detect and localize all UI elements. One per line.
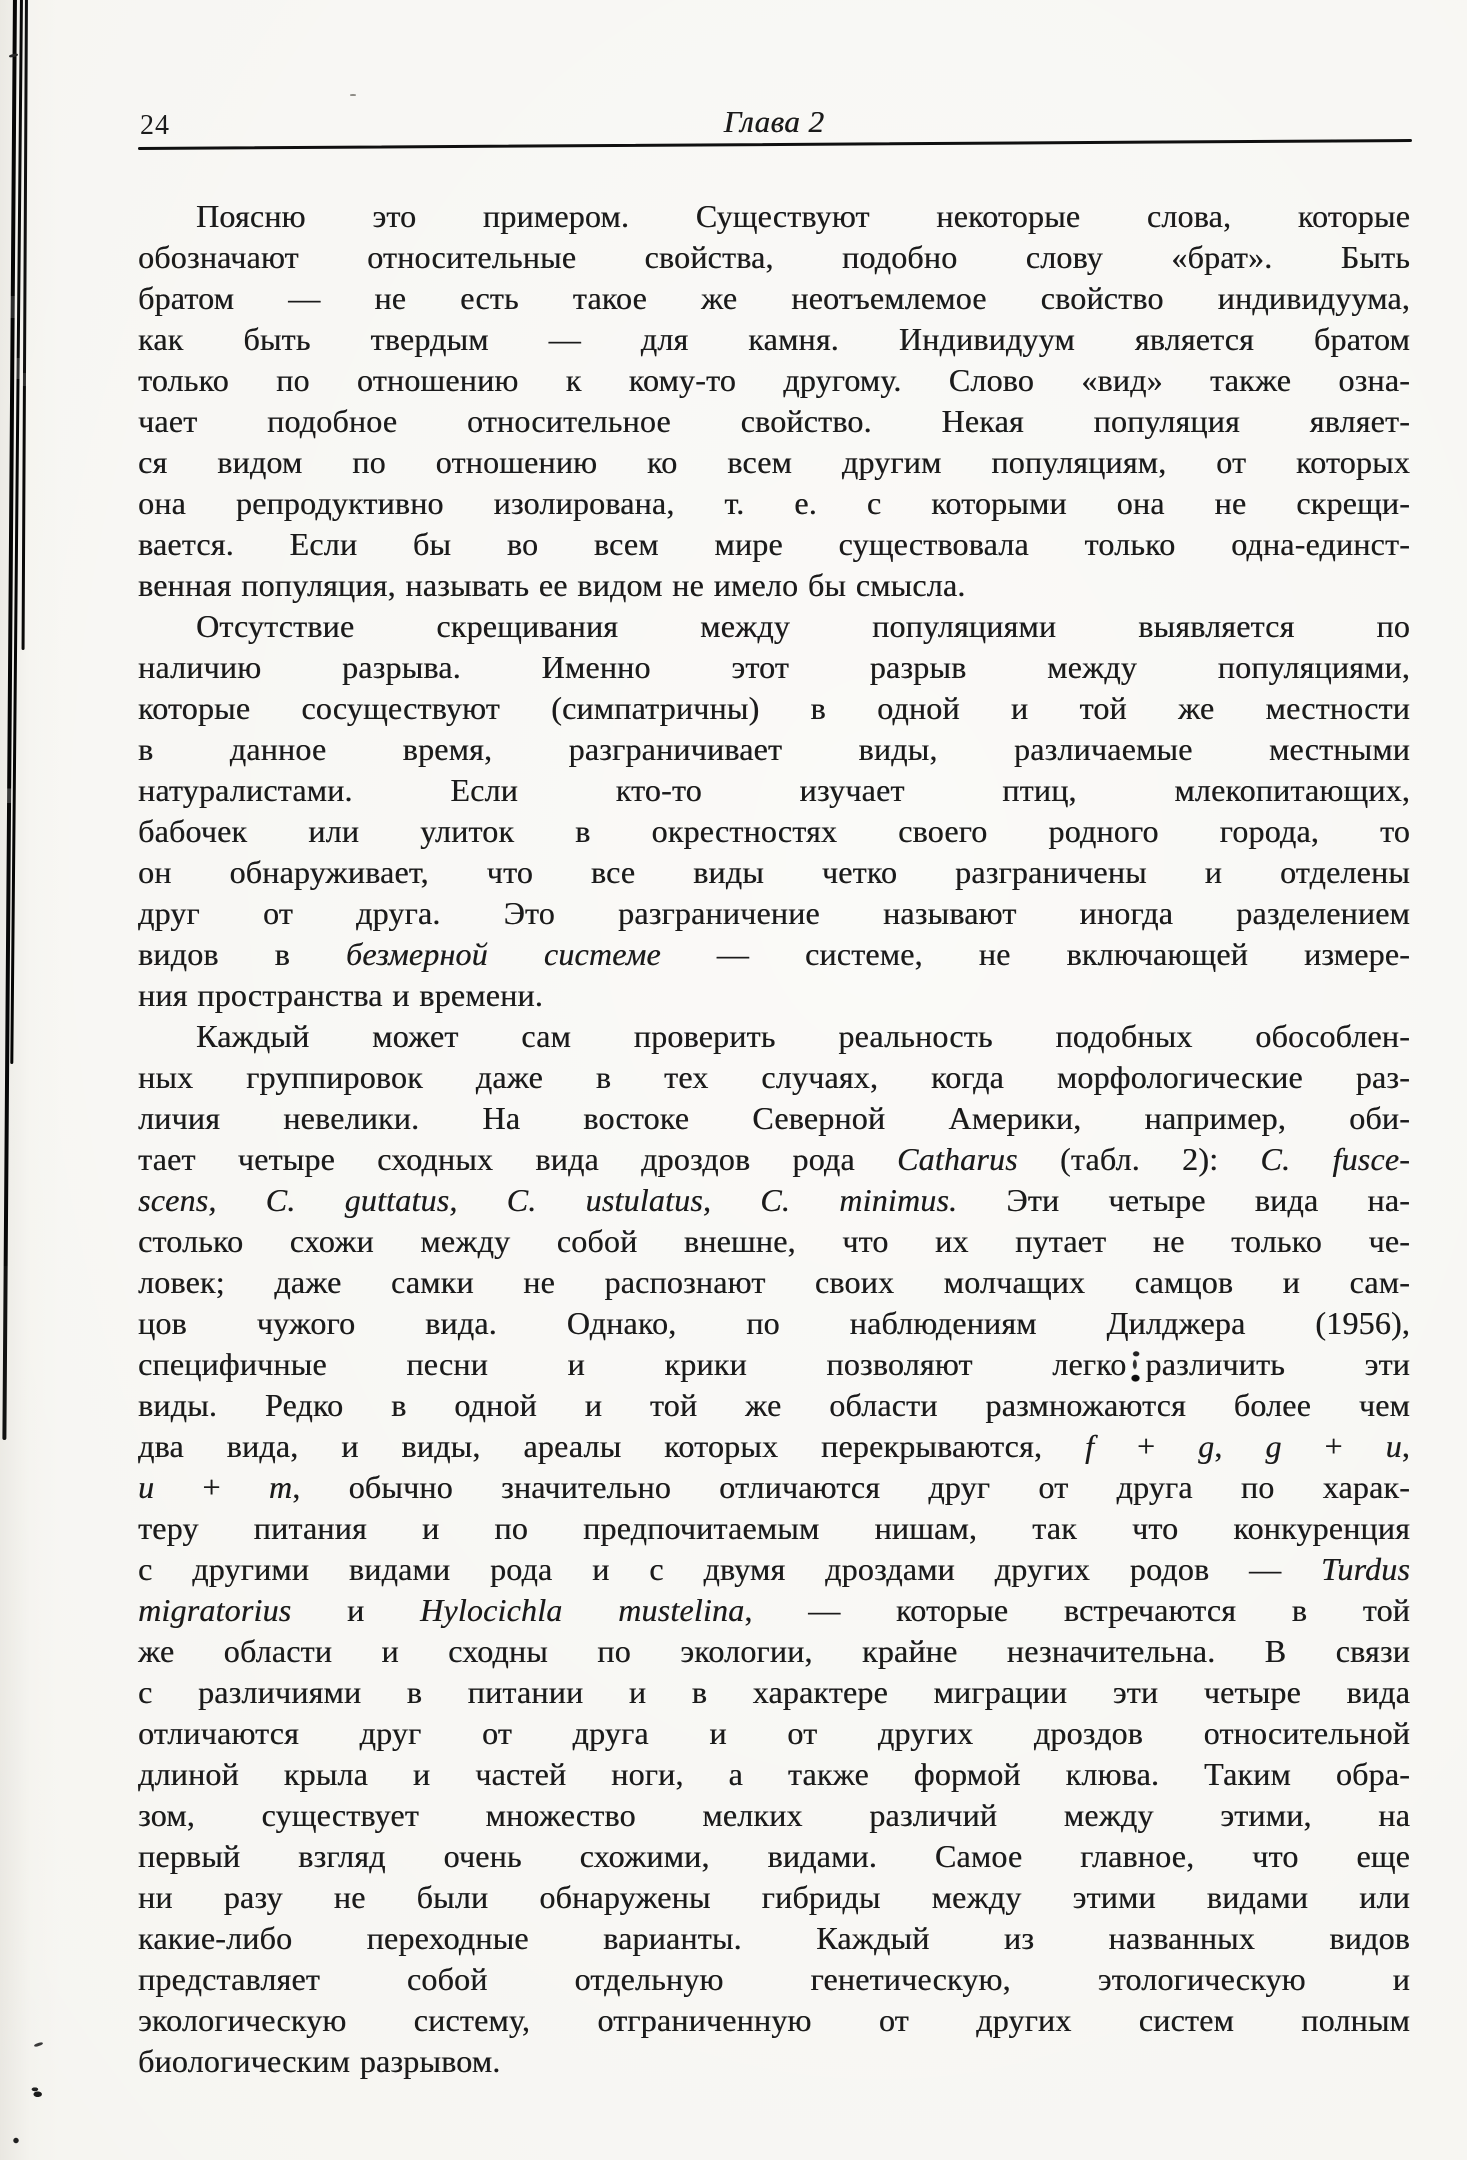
text-line [138, 1713, 1410, 1754]
text-line [138, 1221, 1410, 1262]
text-line [138, 1631, 1410, 1672]
text-line [138, 319, 1410, 360]
text-line [138, 524, 1410, 565]
text-run: ни разу не были обнаружены гибриды между этими видами или [138, 1879, 1410, 1915]
text-line [138, 1467, 1410, 1508]
italic-text-run: m [268, 1469, 293, 1505]
text-run: , [1214, 1428, 1266, 1464]
text-line [138, 811, 1410, 852]
text-line [138, 1098, 1410, 1139]
text-run: виды. Редко в одной и той же области размножаются более чем [138, 1387, 1410, 1423]
text-run: длиной крыла и частей ноги, а также формой клюва. Таким обра- [138, 1756, 1410, 1792]
text-run: специфичные песни и крики позволяют легко [138, 1346, 1127, 1382]
binding-shadow-line [22, 0, 28, 650]
italic-text-run: migratorius [138, 1592, 292, 1628]
scan-speck [30, 2086, 44, 2097]
text-run: в данное время, разграничивает виды, различаемые местными [138, 731, 1410, 767]
text-run: , — которые встречаются в той [744, 1592, 1410, 1628]
text-line [138, 2041, 1410, 2082]
ink-blot-artifact [1129, 1350, 1142, 1382]
text-run: , обычно значительно отличаются друг от друга по харак- [292, 1469, 1411, 1505]
text-run: отличаются друг от друга и от других дроздов относительной [138, 1715, 1410, 1751]
text-line [138, 360, 1410, 401]
scan-speck [350, 94, 356, 96]
scan-speck [34, 2042, 43, 2048]
text-run: столько схожи между собой внешне, что их путает не только че- [138, 1223, 1410, 1259]
text-line [138, 401, 1410, 442]
italic-text-run: u [138, 1469, 155, 1505]
text-run: теру питания и по предпочитаемым нишам, так что конкуренция [138, 1510, 1410, 1546]
text-line [138, 1918, 1410, 1959]
text-run: как быть твердым — для камня. Индивидуум является братом [138, 321, 1410, 357]
text-line [138, 1672, 1410, 1713]
text-run: только по отношению к кому-то другому. Слово «вид» также озна- [138, 362, 1410, 398]
text-run: + [1094, 1428, 1199, 1464]
text-line [138, 1262, 1410, 1303]
text-run: ловек; даже самки не распознают своих молчащих самцов и сам- [138, 1264, 1410, 1300]
text-line [138, 442, 1410, 483]
text-line [138, 1344, 1410, 1385]
text-run: венная популяция, называть ее видом не имело бы смысла. [138, 567, 966, 603]
text-run: с различиями в питании и в характере миграции эти четыре вида [138, 1674, 1410, 1710]
italic-text-run: g [1198, 1428, 1215, 1464]
text-run: наличию разрыва. Именно этот разрыв между популяциями, [138, 649, 1410, 685]
text-run: с другими видами рода и с двумя дроздами других родов — [138, 1551, 1322, 1587]
text-line [138, 237, 1410, 278]
text-run: экологическую систему, отграниченную от других систем полным [138, 2002, 1410, 2038]
italic-text-run: безмерной системе [345, 936, 661, 972]
text-run: какие-либо переходные варианты. Каждый из названных видов [138, 1920, 1410, 1956]
text-line [138, 1426, 1410, 1467]
scan-speck [12, 2136, 20, 2145]
text-run: бабочек или улиток в окрестностях своего родного города, то [138, 813, 1410, 849]
italic-text-run: u [1385, 1428, 1402, 1464]
text-line [138, 1508, 1410, 1549]
text-run: Поясню это примером. Существуют некоторые слова, которые [196, 198, 1410, 234]
text-line [138, 975, 1410, 1016]
text-run: два вида, и виды, ареалы которых перекрываются, [138, 1428, 1085, 1464]
text-line [138, 1795, 1410, 1836]
text-run: которые сосуществуют (симпатричны) в одной и той же местности [138, 690, 1410, 726]
text-line [138, 1877, 1410, 1918]
text-line [138, 934, 1410, 975]
text-line [138, 1549, 1410, 1590]
italic-text-run: f [1084, 1428, 1095, 1464]
text-line [138, 565, 1410, 606]
text-run: ся видом по отношению ко всем другим популяциям, от которых [138, 444, 1410, 480]
text-run: первый взгляд очень схожими, видами. Самое главное, что еще [138, 1838, 1410, 1874]
text-line [138, 196, 1410, 237]
text-run: представляет собой отдельную генетическую, этологическую и [138, 1961, 1410, 1997]
text-run: тает четыре сходных вида дроздов рода [138, 1141, 897, 1177]
text-line [138, 852, 1410, 893]
text-run: — системе, не включающей измере- [660, 936, 1410, 972]
text-run: чает подобное относительное свойство. Некая популяция являет- [138, 403, 1410, 439]
text-run: ния пространства и времени. [138, 977, 543, 1013]
text-run: биологическим разрывом. [138, 2043, 501, 2079]
text-line [138, 606, 1410, 647]
text-line [138, 1016, 1410, 1057]
text-run: + [154, 1469, 269, 1505]
text-line [138, 1180, 1410, 1221]
text-line [138, 1385, 1410, 1426]
text-run: она репродуктивно изолирована, т. е. с которыми она не скрещи- [138, 485, 1410, 521]
text-line [138, 1959, 1410, 2000]
italic-text-run: C. fusce- [1260, 1141, 1410, 1177]
text-line [138, 1836, 1410, 1877]
text-line [138, 729, 1410, 770]
text-line [138, 278, 1410, 319]
italic-text-run: Catharus [897, 1141, 1018, 1177]
text-line [138, 770, 1410, 811]
text-line [138, 1303, 1410, 1344]
italic-text-run: g [1265, 1428, 1282, 1464]
text-line [138, 2000, 1410, 2041]
text-line [138, 1057, 1410, 1098]
text-run: он обнаруживает, что все виды четко разграничены и отделены [138, 854, 1410, 890]
page-number: 24 [140, 110, 170, 141]
text-run: + [1281, 1428, 1386, 1464]
text-run: , [1401, 1428, 1410, 1464]
text-run: видов в [138, 936, 346, 972]
text-run: братом — не есть такое же неотъемлемое свойство индивидуума, [138, 280, 1410, 316]
text-run: ных группировок даже в тех случаях, когда морфологические раз- [138, 1059, 1410, 1095]
text-line [138, 688, 1410, 729]
italic-text-run: scens, C. guttatus, C. ustulatus, C. minimus. [138, 1182, 958, 1218]
text-line [138, 893, 1410, 934]
text-run: друг от друга. Это разграничение называют иногда разделением [138, 895, 1410, 931]
text-run: Эти четыре вида на- [957, 1182, 1411, 1218]
text-run: и [291, 1592, 421, 1628]
body-text [138, 196, 1410, 2082]
text-run: личия невелики. На востоке Северной Америки, например, оби- [138, 1100, 1410, 1136]
italic-text-run: Hylocichla mustelina [420, 1592, 745, 1628]
text-run: цов чужого вида. Однако, по наблюдениям Дилджера (1956), [138, 1305, 1410, 1341]
text-run: (табл. 2): [1017, 1141, 1261, 1177]
text-line [138, 1139, 1410, 1180]
text-run: натуралистами. Если кто-то изучает птиц, млекопитающих, [138, 772, 1410, 808]
italic-text-run: Turdus [1321, 1551, 1410, 1587]
text-line [138, 1754, 1410, 1795]
text-run: Отсутствие скрещивания между популяциями выявляется по [196, 608, 1410, 644]
text-run: Каждый может сам проверить реальность подобных обособлен- [196, 1018, 1410, 1054]
text-line [138, 647, 1410, 688]
text-line [138, 1590, 1410, 1631]
text-run: различить эти [1145, 1346, 1410, 1382]
text-run: зом, существует множество мелких различий между этими, на [138, 1797, 1410, 1833]
text-run: обозначают относительные свойства, подобно слову «брат». Быть [138, 239, 1410, 275]
text-line [138, 483, 1410, 524]
text-run: же области и сходны по экологии, крайне незначительна. В связи [138, 1633, 1410, 1669]
chapter-title: Глава 2 [723, 104, 825, 139]
text-run: вается. Если бы во всем мире существовала только одна-единст- [138, 526, 1410, 562]
